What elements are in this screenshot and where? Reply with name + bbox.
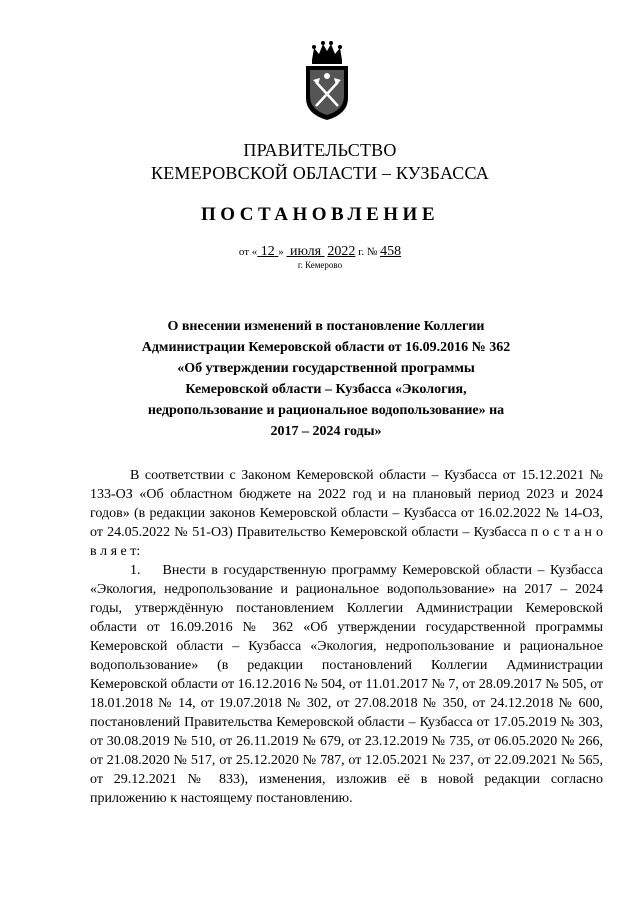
document-date-line xyxy=(0,244,640,260)
city-label: г. Кемерово xyxy=(297,260,343,270)
government-name-line1: ПРАВИТЕЛЬСТВО xyxy=(243,140,397,160)
date-year-suffix: г. xyxy=(358,246,365,258)
body-paragraph-2: 1. Внести в государственную программу Кемеровской области – Кузбасса «Экология, недропользование и рациональное водопользование» на 2017 – 2024 годы, утверждённую постановлением Коллегии Администрации Кемеровской области от 16.09.2016 № 362 «Об утверждении государственной программы Кемеровской области – Кузбасса «Экология, недропользование и рациональное водопользование» (в редакции постановлений Коллегии Администрации Кемеровской области от 16.12.2016 № 504, от 11.01.2017 № 7, от 28.09.2017 № 505, от 18.01.2018 № 14, от 19.07.2018 № 302, от 27.08.2018 № 350, от 24.12.2018 № 600, постановлений Правительства Кемеровской области – Кузбасса от 17.05.2019 № 303, от 30.08.2019 № 510, от 26.11.2019 № 679, от 23.12.2019 № 735, от 06.05.2020 № 266, от 21.08.2020 № 517, от 25.12.2020 № 787, от 12.05.2021 № 237, от 22.09.2021 № 565, от 29.12.2021 № 833), изменения, изложив её в новой редакции согласно приложению к настоящему постановлению. xyxy=(90,563,604,806)
date-year: 2022 xyxy=(327,244,356,259)
date-sep: » xyxy=(278,246,284,258)
coat-of-arms-icon xyxy=(300,38,354,122)
document-body xyxy=(90,466,603,808)
document-number: 458 xyxy=(380,244,402,259)
government-name-line2: КЕМЕРОВСКОЙ ОБЛАСТИ – КУЗБАССА xyxy=(151,163,489,183)
date-month: июля xyxy=(290,244,322,259)
date-day: 12 xyxy=(260,244,275,259)
document-heading: О внесении изменений в постановление Коллегии Администрации Кемеровской области от 16.09.2016 № 362 «Об утверждении государственной программы Кемеровской области – Кузбасса «Экология, недропользование и рациональное водопользование» на 2017 – 2024 годы» xyxy=(141,319,511,439)
document-type-title: ПОСТАНОВЛЕНИЕ xyxy=(200,204,440,225)
number-sign: № xyxy=(366,246,378,258)
body-paragraph-1: В соответствии с Законом Кемеровской области – Кузбасса от 15.12.2021 № 133-ОЗ «Об областном бюджете на 2022 год и на плановый период 2023 и 2024 годов» (в редакции законов Кемеровской области – Кузбасса от 16.02.2022 № 14-ОЗ, от 24.05.2022 № 51-ОЗ) Правительство Кемеровской области – Кузбасса п о с т а н о в л я е т: xyxy=(90,468,603,559)
date-prefix: от « xyxy=(238,246,258,258)
